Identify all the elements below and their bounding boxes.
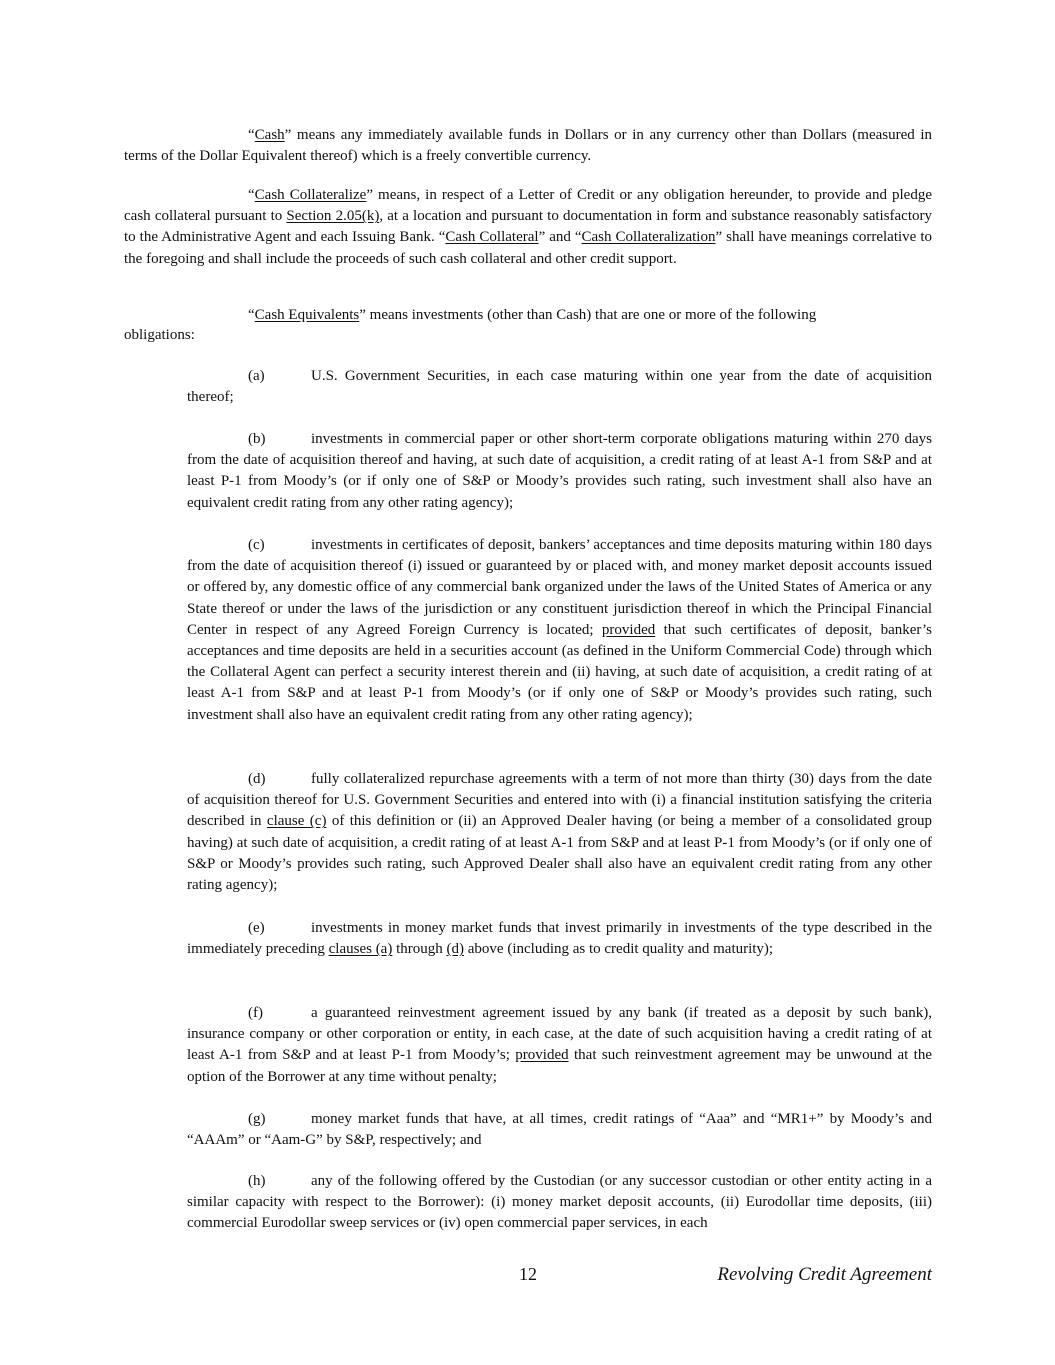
clause-reference: clause (c) [266, 813, 327, 830]
clause-label: (a) [248, 368, 265, 384]
clause-label: (e) [248, 920, 265, 936]
clause-f [187, 1003, 932, 1088]
defined-term-cash-collateral: Cash Collateral [445, 229, 539, 246]
definition-text: ” and “ [538, 229, 582, 246]
clause-text: of this definition or (ii) an Approved Dealer having (or being a member of a consolidated group having) at such date of acquisition, a credit rating of at least A-1 from S&P and at least P-1 from Moody’s (or if only one of S&P or Moody’s provides such rating, such Approved Dealer shall also have an equivalent credit rating from any other rating agency); [187, 813, 932, 894]
clause-label: (h) [248, 1173, 266, 1189]
definition-cash-collateralize [124, 185, 932, 270]
section-reference: Section 2.05(k) [286, 208, 380, 225]
open-quote: “ [248, 307, 255, 323]
defined-term-cash-equivalents: Cash Equivalents [254, 307, 360, 323]
clause-d [187, 769, 932, 896]
definition-cash-equivalents [124, 305, 932, 326]
definition-text: ” shall have meanings correlative to the foregoing and shall include the proceeds of such cash collateral and other credit support. [124, 229, 932, 267]
definition-text: ” means any immediately available funds in Dollars or in any currency other than Dollars (measured in terms of the Dollar Equivalent thereof) which is a freely convertible currency. [124, 127, 932, 165]
page-number: 12 [519, 1264, 537, 1284]
defined-term-cash-collateralize: Cash Collateralize [254, 187, 367, 203]
definition-cash-equivalents-tail: obligations: [124, 327, 195, 343]
open-quote: “ [248, 127, 255, 143]
definition-text: ” means, in respect of a Letter of Credit or any obligation hereunder, to provide and pledge cash collateral pursuant to [124, 187, 932, 225]
clause-label: (c) [248, 537, 265, 553]
clause-c [187, 535, 932, 726]
defined-term-cash: Cash [254, 127, 285, 143]
definition-cash [124, 125, 932, 167]
clause-text: money market funds that have, at all times, credit ratings of “Aaa” and “MR1+” by Moody’s and “AAAm” or “Aam-G” by S&P, respectively; and [187, 1111, 932, 1149]
defined-term-cash-collateralization: Cash Collateralization [581, 229, 716, 246]
clause-label: (g) [248, 1111, 266, 1127]
provided-term: provided [601, 621, 656, 638]
open-quote: “ [248, 187, 255, 203]
clause-text: investments in money market funds that invest primarily in investments of the type described in the immediately preceding [187, 920, 932, 958]
clause-text: above (including as to credit quality and maturity); [464, 941, 774, 958]
provided-term: provided [515, 1047, 569, 1064]
clause-reference: clauses (a) [328, 941, 393, 958]
clause-text: through [392, 941, 447, 958]
clause-a [187, 366, 932, 408]
clause-h [187, 1171, 932, 1235]
clause-e [187, 918, 932, 960]
clause-label: (d) [248, 771, 266, 787]
definition-text: ” means investments (other than Cash) that are one or more of the following [359, 307, 817, 323]
clause-b [187, 429, 932, 514]
clause-text: fully collateralized repurchase agreements with a term of not more than thirty (30) days from the date of acquisition thereof for U.S. Government Securities and entered into with (i) a financial institution satisfying the criteria described in [187, 771, 932, 830]
definition-text: , at a location and pursuant to documentation in form and substance reasonably satisfactory to the Administrative Agent and each Issuing Bank. “ [124, 208, 933, 246]
clause-reference: (d) [446, 941, 465, 958]
clause-text: any of the following offered by the Custodian (or any successor custodian or other entity acting in a similar capacity with respect to the Borrower): (i) money market deposit accounts, (ii) Eurodollar time deposits, (iii) commercial Eurodollar sweep services or (iv) open commercial paper services, in each [187, 1173, 932, 1232]
clause-text: that such reinvestment agreement may be unwound at the option of the Borrower at any time without penalty; [187, 1047, 933, 1085]
clause-text: investments in certificates of deposit, bankers’ acceptances and time deposits maturing within 180 days from the date of acquisition thereof (i) issued or guaranteed by or placed with, and money market deposit accounts issued or offered by, any domestic office of any commercial bank organized under the laws of the United States of America or any State thereof or under the laws of the jurisdiction or any constituent jurisdiction thereof in which the Principal Financial Center in respect of any Agreed Foreign Currency is located; [187, 537, 932, 638]
footer-document-title: Revolving Credit Agreement [717, 1264, 932, 1285]
clause-text: investments in commercial paper or other short-term corporate obligations maturing within 270 days from the date of acquisition thereof and having, at such date of acquisition, a credit rating of at least A-1 from S&P and at least P-1 from Moody’s (or if only one of S&P or Moody’s provides such rating, such investment shall also have an equivalent credit rating from any other rating agency); [187, 431, 932, 511]
clause-label: (f) [248, 1005, 263, 1021]
clause-g [187, 1109, 932, 1151]
clause-text: U.S. Government Securities, in each case maturing within one year from the date of acquisition thereof; [187, 368, 932, 406]
clause-text: a guaranteed reinvestment agreement issued by any bank (if treated as a deposit by such bank), insurance company or other corporation or entity, in each case, at the date of such acquisition having a credit rating of at least A-1 from S&P and at least P-1 from Moody’s; [187, 1005, 932, 1064]
clause-text: that such certificates of deposit, banker’s acceptances and time deposits are held in a securities account (as defined in the Uniform Commercial Code) through which the Collateral Agent can perfect a security interest therein and (ii) having, at such date of acquisition, a credit rating of at least A-1 from S&P and at least P-1 from Moody’s (or if only one of S&P or Moody’s provides such rating, such investment shall also have an equivalent credit rating from any other rating agency); [187, 621, 932, 723]
clause-label: (b) [248, 431, 266, 447]
